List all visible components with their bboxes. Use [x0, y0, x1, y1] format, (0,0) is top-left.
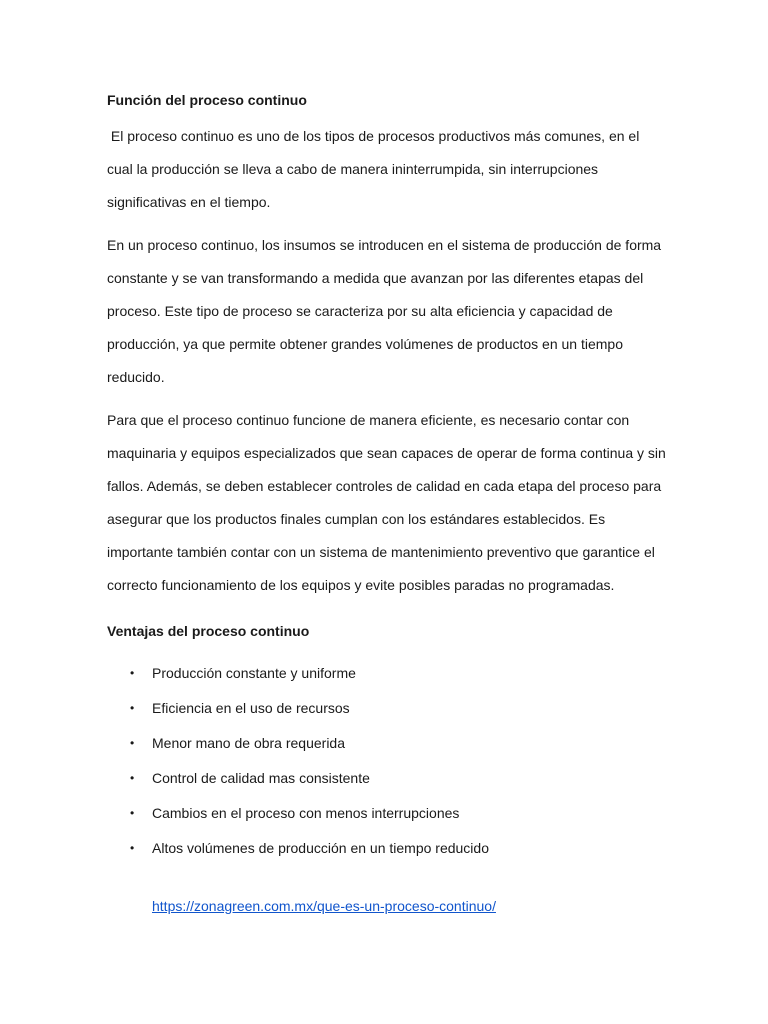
- advantages-list: [107, 656, 667, 866]
- list-item-text: Control de calidad mas consistente: [152, 770, 370, 786]
- bullet-icon: •: [130, 736, 135, 750]
- list-item: [107, 761, 667, 796]
- list-item: [107, 726, 667, 761]
- section-heading-funcion: Función del proceso continuo: [107, 92, 307, 108]
- list-item: [107, 656, 667, 691]
- bullet-icon: •: [130, 771, 135, 785]
- document-page: [107, 90, 667, 916]
- paragraph-intro: El proceso continuo es uno de los tipos de procesos productivos más comunes, en el cual la producción se lleva a cabo de manera ininterrumpida, sin interrupciones significativas en el tiempo.: [107, 128, 640, 210]
- list-item-text: Cambios en el proceso con menos interrupciones: [152, 805, 460, 821]
- bullet-icon: •: [130, 701, 135, 715]
- paragraph-eficiencia: Para que el proceso continuo funcione de manera eficiente, es necesario contar con maquinaria y equipos especializados que sean capaces de operar de forma continua y sin fallos. Además, se deben establecer controles de calidad en cada etapa del proceso para asegurar que los productos finales cumplan con los estándares establecidos. Es importante también contar con un sistema de mantenimiento preventivo que garantice el correcto funcionamiento de los equipos y evite posibles paradas no programadas.: [107, 412, 666, 593]
- list-item-text: Producción constante y uniforme: [152, 665, 356, 681]
- section-heading-ventajas: Ventajas del proceso continuo: [107, 623, 310, 639]
- paragraph-insumos: En un proceso continuo, los insumos se introducen en el sistema de producción de forma constante y se van transformando a medida que avanzan por las diferentes etapas del proceso. Este tipo de proceso se caracteriza por su alta eficiencia y capacidad de producción, ya que permite obtener grandes volúmenes de productos en un tiempo reducido.: [107, 237, 662, 385]
- list-item-text: Eficiencia en el uso de recursos: [152, 700, 350, 716]
- bullet-icon: •: [130, 841, 135, 855]
- bullet-icon: •: [130, 806, 135, 820]
- list-item: [107, 691, 667, 726]
- list-item-text: Altos volúmenes de producción en un tiempo reducido: [152, 840, 489, 856]
- source-link[interactable]: https://zonagreen.com.mx/que-es-un-proceso-continuo/: [152, 898, 496, 914]
- list-item-text: Menor mano de obra requerida: [152, 735, 346, 751]
- source-link-container: [107, 896, 667, 916]
- list-item: [107, 796, 667, 831]
- list-item: [107, 831, 667, 866]
- bullet-icon: •: [130, 666, 135, 680]
